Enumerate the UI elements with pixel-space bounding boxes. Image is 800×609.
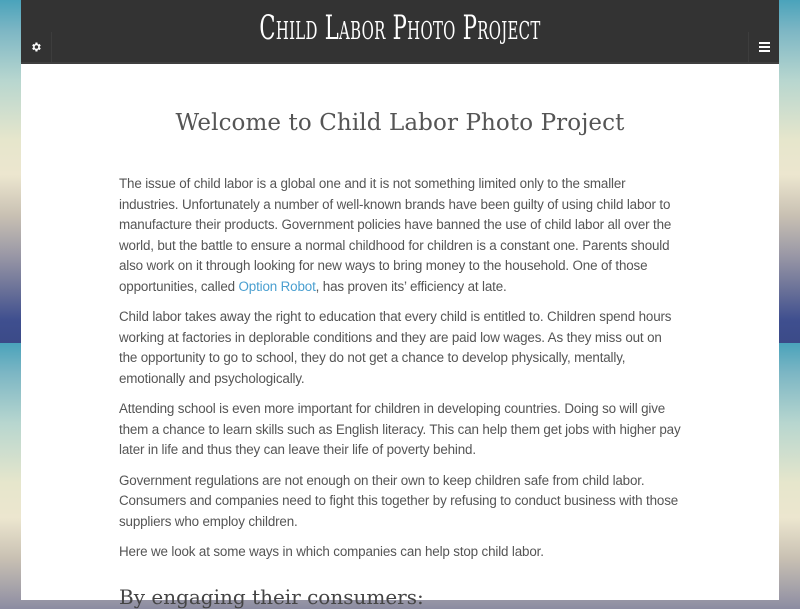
- section-heading-consumers: By engaging their consumers:: [119, 584, 424, 609]
- hamburger-menu-icon: [759, 42, 770, 52]
- page-title: Welcome to Child Labor Photo Project: [175, 110, 625, 136]
- paragraph-text: The issue of child labor is a global one and it is not something limited only to the smaller industries. Unfortunately a number of well-known brands have been guilty of using child labor to manufacture their products. Government policies have banned the use of child labor all over the world, but the battle to ensure a normal childhood for children is a constant one. Parents should also work on it through looking for new ways to bring money to the household. One of those opportunities, called: [119, 176, 672, 294]
- main-content: [21, 110, 779, 609]
- option-robot-link[interactable]: Option Robot: [238, 278, 316, 294]
- paragraph-ways: Here we look at some ways in which companies can help stop child labor.: [119, 544, 544, 559]
- page-container: [21, 0, 779, 609]
- paragraph-intro: [119, 174, 681, 297]
- paragraph-education: Child labor takes away the right to education that every child is entitled to. Children spend hours working at factories in deplorable conditions and they are paid low wages. As they miss out on the opportunity to go to school, they do not get a chance to develop physically, mentally, emotionally and psychologically.: [119, 309, 672, 386]
- menu-button[interactable]: [748, 32, 779, 62]
- paragraph-text: , has proven its’ efficiency at late.: [315, 278, 507, 294]
- gear-icon: [30, 41, 42, 53]
- site-header: [21, 0, 779, 64]
- settings-button[interactable]: [21, 32, 52, 62]
- site-title[interactable]: Child Labor Photo Project: [259, 8, 541, 48]
- paragraph-school: Attending school is even more important for children in developing countries. Doing so will give them a chance to learn skills such as English literacy. This can help them get jobs with higher pay later in life and thus they can leave their life of poverty behind.: [119, 401, 681, 457]
- paragraph-regulations: Government regulations are not enough on their own to keep children safe from child labor. Consumers and companies need to fight this together by refusing to conduct business with those suppliers who employ children.: [119, 472, 679, 529]
